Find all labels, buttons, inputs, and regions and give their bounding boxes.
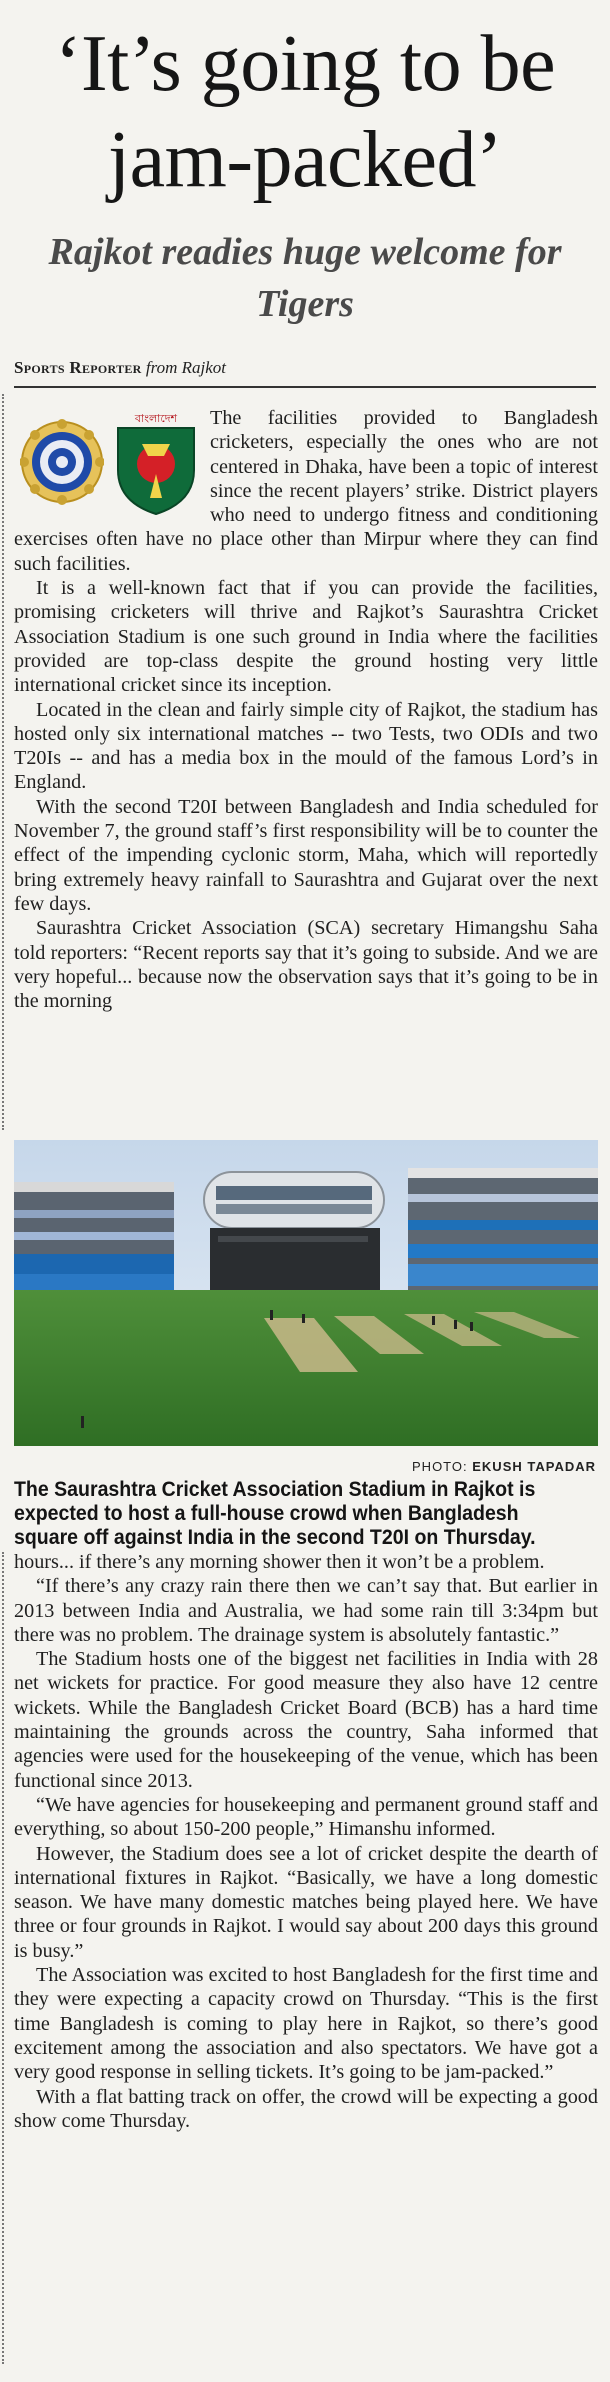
stadium-photo	[14, 1140, 598, 1446]
bcb-logo-text: বাংলাদেশ	[134, 412, 178, 425]
article-body-bottom	[14, 1550, 598, 2133]
article-body-top	[14, 406, 598, 1013]
paragraph: With a flat batting track on offer, the crowd will be expecting a good show come Thursday.	[14, 2085, 598, 2132]
caption-line: The Saurashtra Cricket Association Stadium in Rajkot is	[14, 1478, 536, 1501]
dotted-margin-top	[2, 394, 4, 1130]
photo-credit-name: EKUSH TAPADAR	[472, 1459, 596, 1474]
byline-role: Sports Reporter	[14, 358, 142, 377]
stadium-photo-image	[14, 1140, 598, 1446]
bcb-logo-icon	[112, 410, 200, 518]
caption-line: square off against India in the second T20I on Thursday.	[14, 1526, 536, 1549]
photo-caption	[14, 1478, 559, 1550]
bcci-logo-icon	[20, 414, 104, 514]
byline	[14, 358, 226, 378]
paragraph: However, the Stadium does see a lot of cricket despite the dearth of international fixtures in Rajkot. “Basically, we have a long domestic season. We have many domestic matches being played here. We have three or four grounds in Rajkot. I would say about 200 days this ground is busy.”	[14, 1842, 598, 1962]
deck-subheadline: Rajkot readies huge welcome for Tigers	[48, 231, 562, 325]
paragraph: “If there’s any crazy rain there then we can’t say that. But earlier in 2013 between India and Australia, we had some rain till 3:34pm but there was no problem. The drainage system is absolutely fantastic.”	[14, 1575, 598, 1646]
dotted-margin-bottom	[2, 1552, 4, 2364]
paragraph: hours... if there’s any morning shower then it won’t be a problem.	[14, 1551, 545, 1573]
paragraph: “We have agencies for housekeeping and permanent ground staff and everything, so about 150-200 people,” Himanshu informed.	[14, 1793, 598, 1841]
paragraph: The Association was excited to host Bangladesh for the first time and they were expecting a capacity crowd on Thursday. “This is the first time Bangladesh is coming to play here in Rajkot, so there’s good excitement among the association and also spectators. We have got a very good response in selling tickets. It’s going to be jam-packed.”	[14, 1964, 598, 2084]
photo-credit-label: PHOTO:	[412, 1459, 468, 1474]
paragraph: The Stadium hosts one of the biggest net facilities in India with 28 net wickets for practice. For good measure they also have 12 centre wickets. While the Bangladesh Cricket Board (BCB) has a hard time maintaining the grounds across the country, Saha informed that agencies were used for the housekeeping of the venue, which has been functional since 2013.	[14, 1648, 598, 1792]
headline: ‘It’s going to be jam-packed’	[54, 20, 556, 204]
paragraph: With the second T20I between Bangladesh and India scheduled for November 7, the ground staff’s first responsibility will be to counter the effect of the impending cyclonic storm, Maha, which will reportedly bring extremely heavy rainfall to Saurashtra and Gujarat over the next few days.	[14, 795, 598, 915]
paragraph: Saurashtra Cricket Association (SCA) secretary Himangshu Saha told reporters: “Recent reports say that it’s going to subside. And we are very hopeful... because now the observation says that it’s going to be in the morning	[14, 917, 598, 1013]
paragraph: The facilities provided to Bangladesh cricketers, especially the ones who are not centered in Dhaka, have been a topic of interest since the recent players’ strike. District players who need to undergo fitness and conditioning exercises often have no place other than Mirpur where they can find such facilities.	[14, 407, 598, 575]
byline-rule	[14, 386, 596, 388]
photo-credit	[412, 1459, 596, 1474]
byline-location: from Rajkot	[145, 358, 227, 377]
paragraph: It is a well-known fact that if you can provide the facilities, promising cricketers will thrive and Rajkot’s Saurashtra Cricket Association Stadium is one such ground in India where the facilities provided are top-class despite the ground hosting very little international cricket since its inception.	[14, 577, 598, 697]
caption-line: expected to host a full-house crowd when Bangladesh	[14, 1502, 519, 1525]
paragraph: Located in the clean and fairly simple city of Rajkot, the stadium has hosted only six international matches -- two Tests, two ODIs and two T20Is -- and has a media box in the mould of the famous Lord’s in England.	[14, 698, 598, 794]
logos	[14, 406, 204, 524]
